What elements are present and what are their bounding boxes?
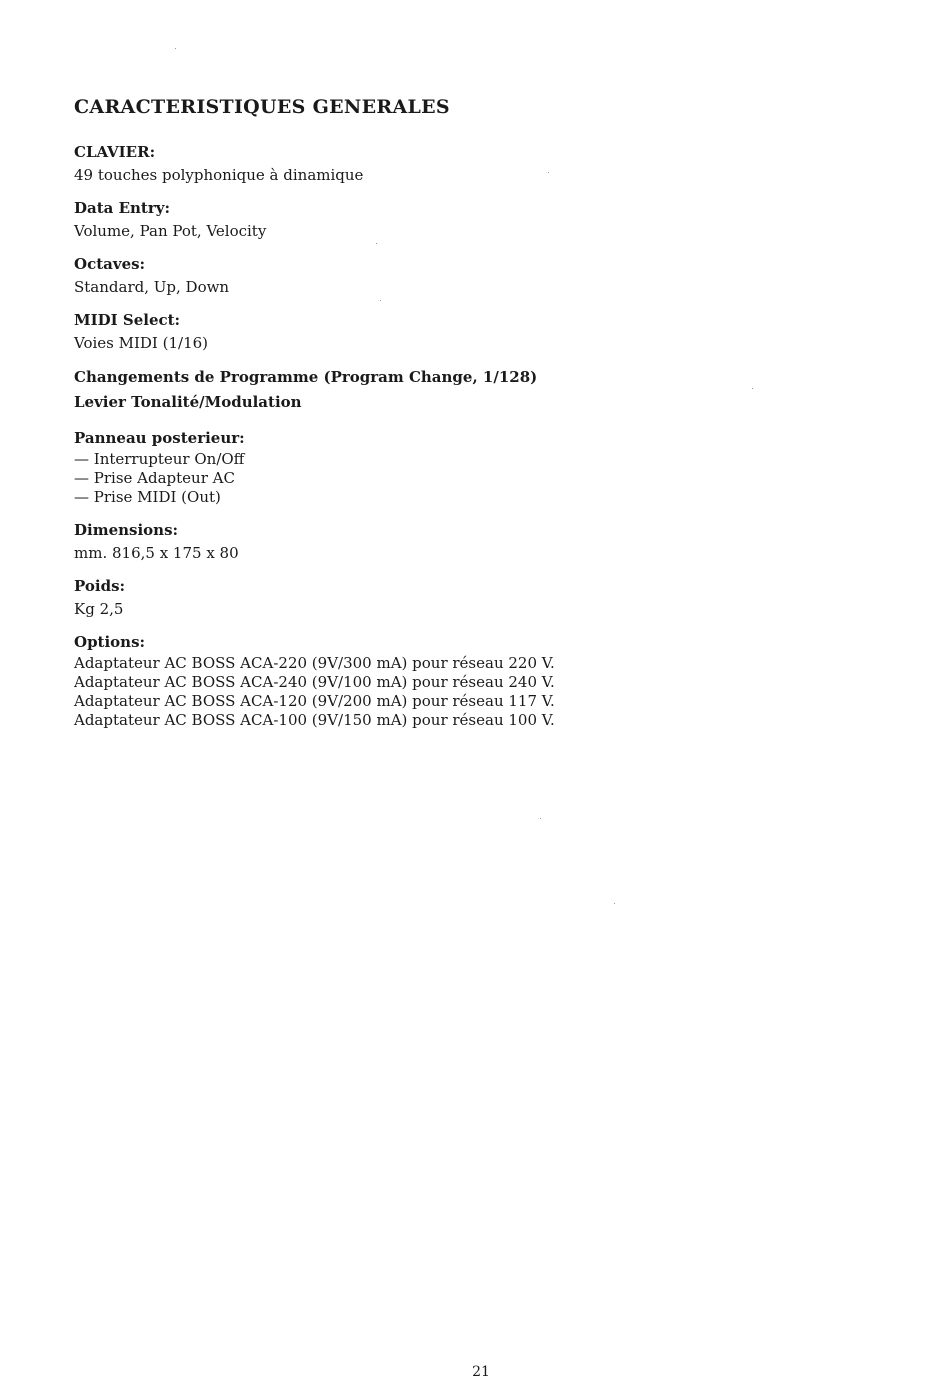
program-change-group bbox=[74, 365, 694, 415]
scan-speck bbox=[614, 903, 615, 904]
section-heading: Dimensions: bbox=[74, 521, 179, 539]
section-text: Volume, Pan Pot, Velocity bbox=[74, 222, 267, 240]
section-text: Kg 2,5 bbox=[74, 600, 124, 618]
pitch-modulation-line: Levier Tonalité/Modulation bbox=[74, 393, 302, 411]
list-item: — Prise Adapteur AC bbox=[74, 469, 235, 487]
list-item: Adaptateur AC BOSS ACA-220 (9V/300 mA) pour réseau 220 V. bbox=[74, 654, 555, 672]
section-rear-panel bbox=[74, 429, 694, 507]
section-text: 49 touches polyphonique à dinamique bbox=[74, 166, 364, 184]
list-item: Adaptateur AC BOSS ACA-100 (9V/150 mA) pour réseau 100 V. bbox=[74, 711, 555, 729]
page-number: 21 bbox=[472, 1364, 490, 1380]
rear-panel-list bbox=[74, 450, 694, 507]
section-text: Standard, Up, Down bbox=[74, 278, 230, 296]
section-options bbox=[74, 633, 694, 730]
section-weight bbox=[74, 577, 694, 619]
scan-speck bbox=[380, 300, 381, 301]
scan-speck bbox=[752, 388, 753, 389]
scan-speck bbox=[548, 172, 549, 173]
section-heading: Panneau posterieur: bbox=[74, 429, 245, 447]
section-data-entry bbox=[74, 199, 694, 241]
program-change-line: Changements de Programme (Program Change, 1/128) bbox=[74, 368, 538, 386]
section-heading: Poids: bbox=[74, 577, 126, 595]
section-text: mm. 816,5 x 175 x 80 bbox=[74, 544, 239, 562]
section-midi-select bbox=[74, 311, 694, 353]
page-title: CARACTERISTIQUES GENERALES bbox=[74, 96, 450, 118]
scan-speck bbox=[376, 243, 377, 244]
section-octaves bbox=[74, 255, 694, 297]
section-text: Voies MIDI (1/16) bbox=[74, 334, 209, 352]
section-dimensions bbox=[74, 521, 694, 563]
scan-speck bbox=[175, 48, 176, 49]
section-heading: MIDI Select: bbox=[74, 311, 181, 329]
section-heading: Octaves: bbox=[74, 255, 146, 273]
list-item: Adaptateur AC BOSS ACA-240 (9V/100 mA) pour réseau 240 V. bbox=[74, 673, 555, 691]
list-item: Adaptateur AC BOSS ACA-120 (9V/200 mA) pour réseau 117 V. bbox=[74, 692, 555, 710]
options-list bbox=[74, 654, 694, 730]
page-content bbox=[74, 94, 694, 744]
section-heading: Data Entry: bbox=[74, 199, 171, 217]
scan-speck bbox=[540, 818, 541, 819]
section-heading: CLAVIER: bbox=[74, 143, 156, 161]
section-heading: Options: bbox=[74, 633, 146, 651]
section-clavier bbox=[74, 143, 694, 185]
list-item: — Interrupteur On/Off bbox=[74, 450, 245, 468]
list-item: — Prise MIDI (Out) bbox=[74, 488, 221, 506]
